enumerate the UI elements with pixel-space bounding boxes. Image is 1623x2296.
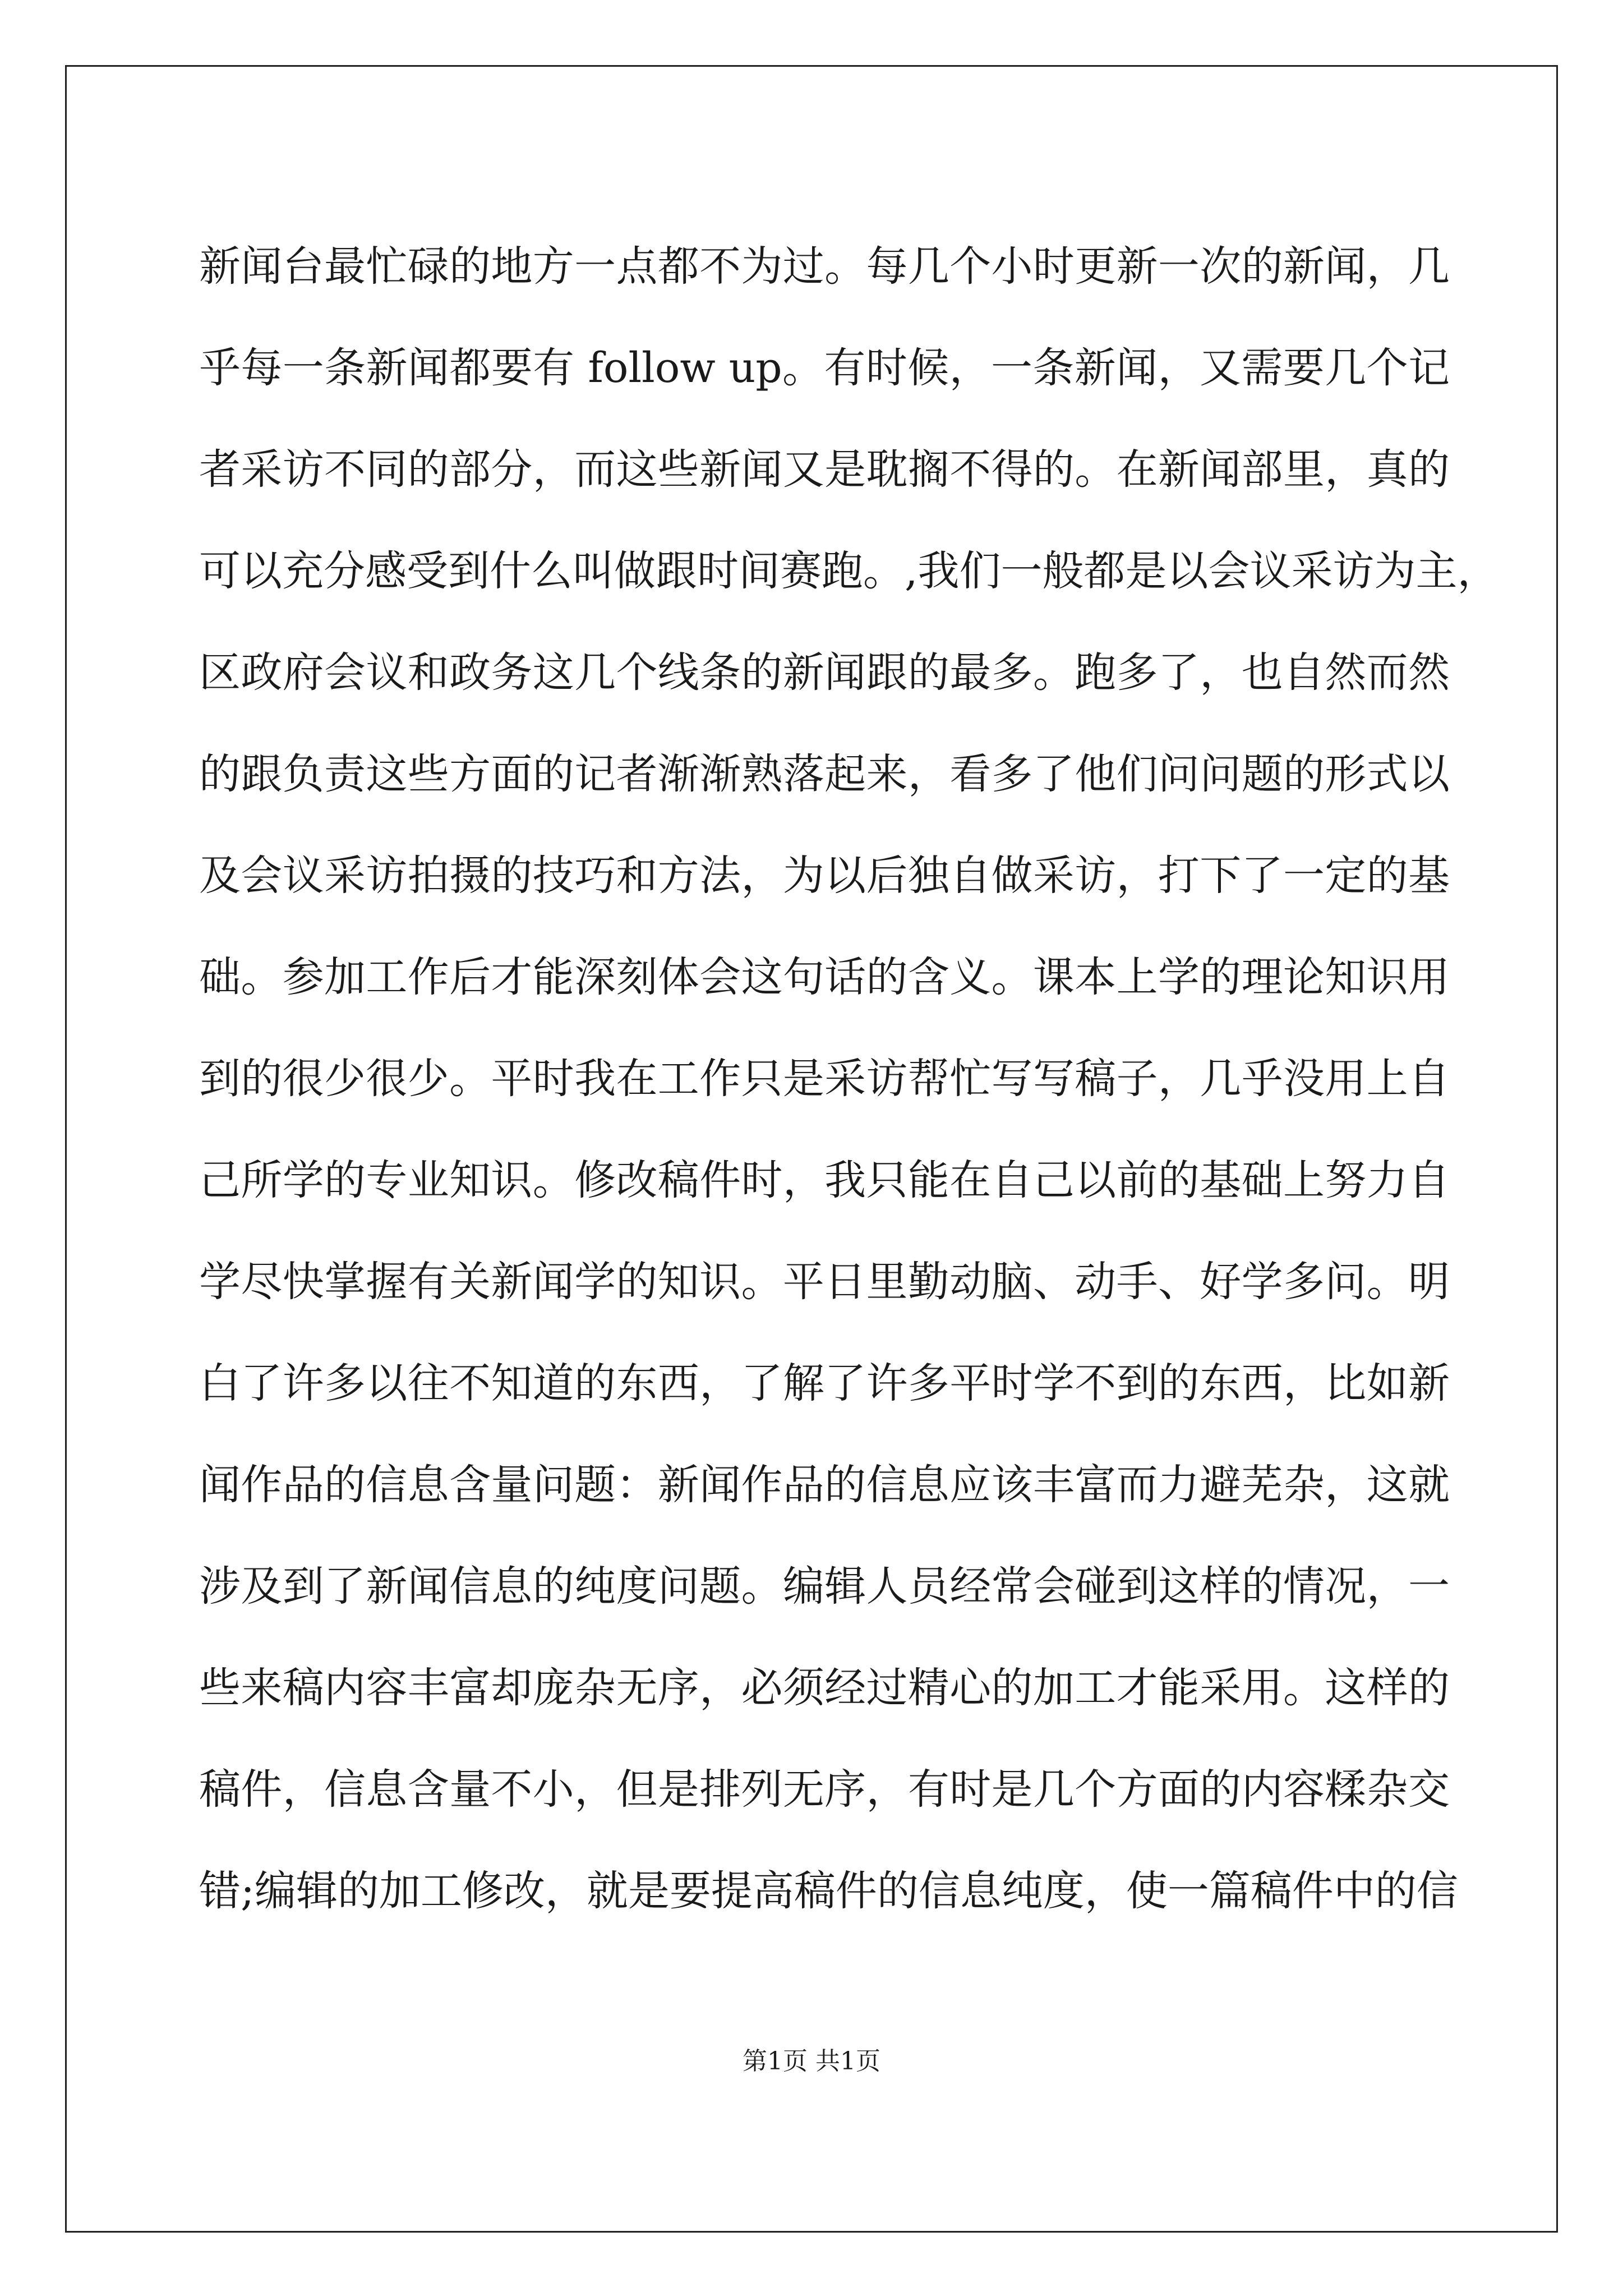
text-line-7: 及会议采访拍摄的技巧和方法，为以后独自做采访，打下了一定的基 [199,852,1450,900]
text-line-1: 新闻台最忙碌的地方一点都不为过。每几个小时更新一次的新闻，几 [199,242,1450,291]
text-line-14: 涉及到了新闻信息的纯度问题。编辑人员经常会碰到这样的情况，一 [199,1562,1450,1611]
text-line-15: 些来稿内容丰富却庞杂无序，必须经过精心的加工才能采用。这样的 [199,1664,1450,1712]
text-line-17: 错;编辑的加工修改，就是要提高稿件的信息纯度，使一篇稿件中的信 [199,1867,1458,1915]
text-line-11: 学尽快掌握有关新闻学的知识。平日里勤动脑、动手、好学多问。明 [199,1258,1450,1306]
text-line-16: 稿件，信息含量不小，但是排列无序，有时是几个方面的内容糅杂交 [199,1765,1450,1814]
text-line-2: 乎每一条新闻都要有 follow up。有时候，一条新闻，又需要几个记 [199,344,1450,392]
text-line-10: 己所学的专业知识。修改稿件时，我只能在自己以前的基础上努力自 [199,1156,1450,1204]
text-line-5: 区政府会议和政务这几个线条的新闻跟的最多。跑多了，也自然而然 [199,648,1450,697]
page-number-footer: 第1页 共1页 [743,2047,880,2076]
text-line-8: 础。参加工作后才能深刻体会这句话的含义。课本上学的理论知识用 [199,953,1450,1001]
document-body [199,216,1499,1942]
text-line-12: 白了许多以往不知道的东西，了解了许多平时学不到的东西，比如新 [199,1359,1450,1407]
text-line-4: 可以充分感受到什么叫做跟时间赛跑。,我们一般都是以会议采访为主， [199,547,1499,595]
text-line-9: 到的很少很少。平时我在工作只是采访帮忙写写稿子，几乎没用上自 [199,1055,1450,1103]
text-line-6: 的跟负责这些方面的记者渐渐熟落起来，看多了他们问问题的形式以 [199,750,1450,798]
text-line-13: 闻作品的信息含量问题：新闻作品的信息应该丰富而力避芜杂，这就 [199,1461,1450,1509]
text-line-3: 者采访不同的部分，而这些新闻又是耽搁不得的。在新闻部里，真的 [199,445,1450,494]
